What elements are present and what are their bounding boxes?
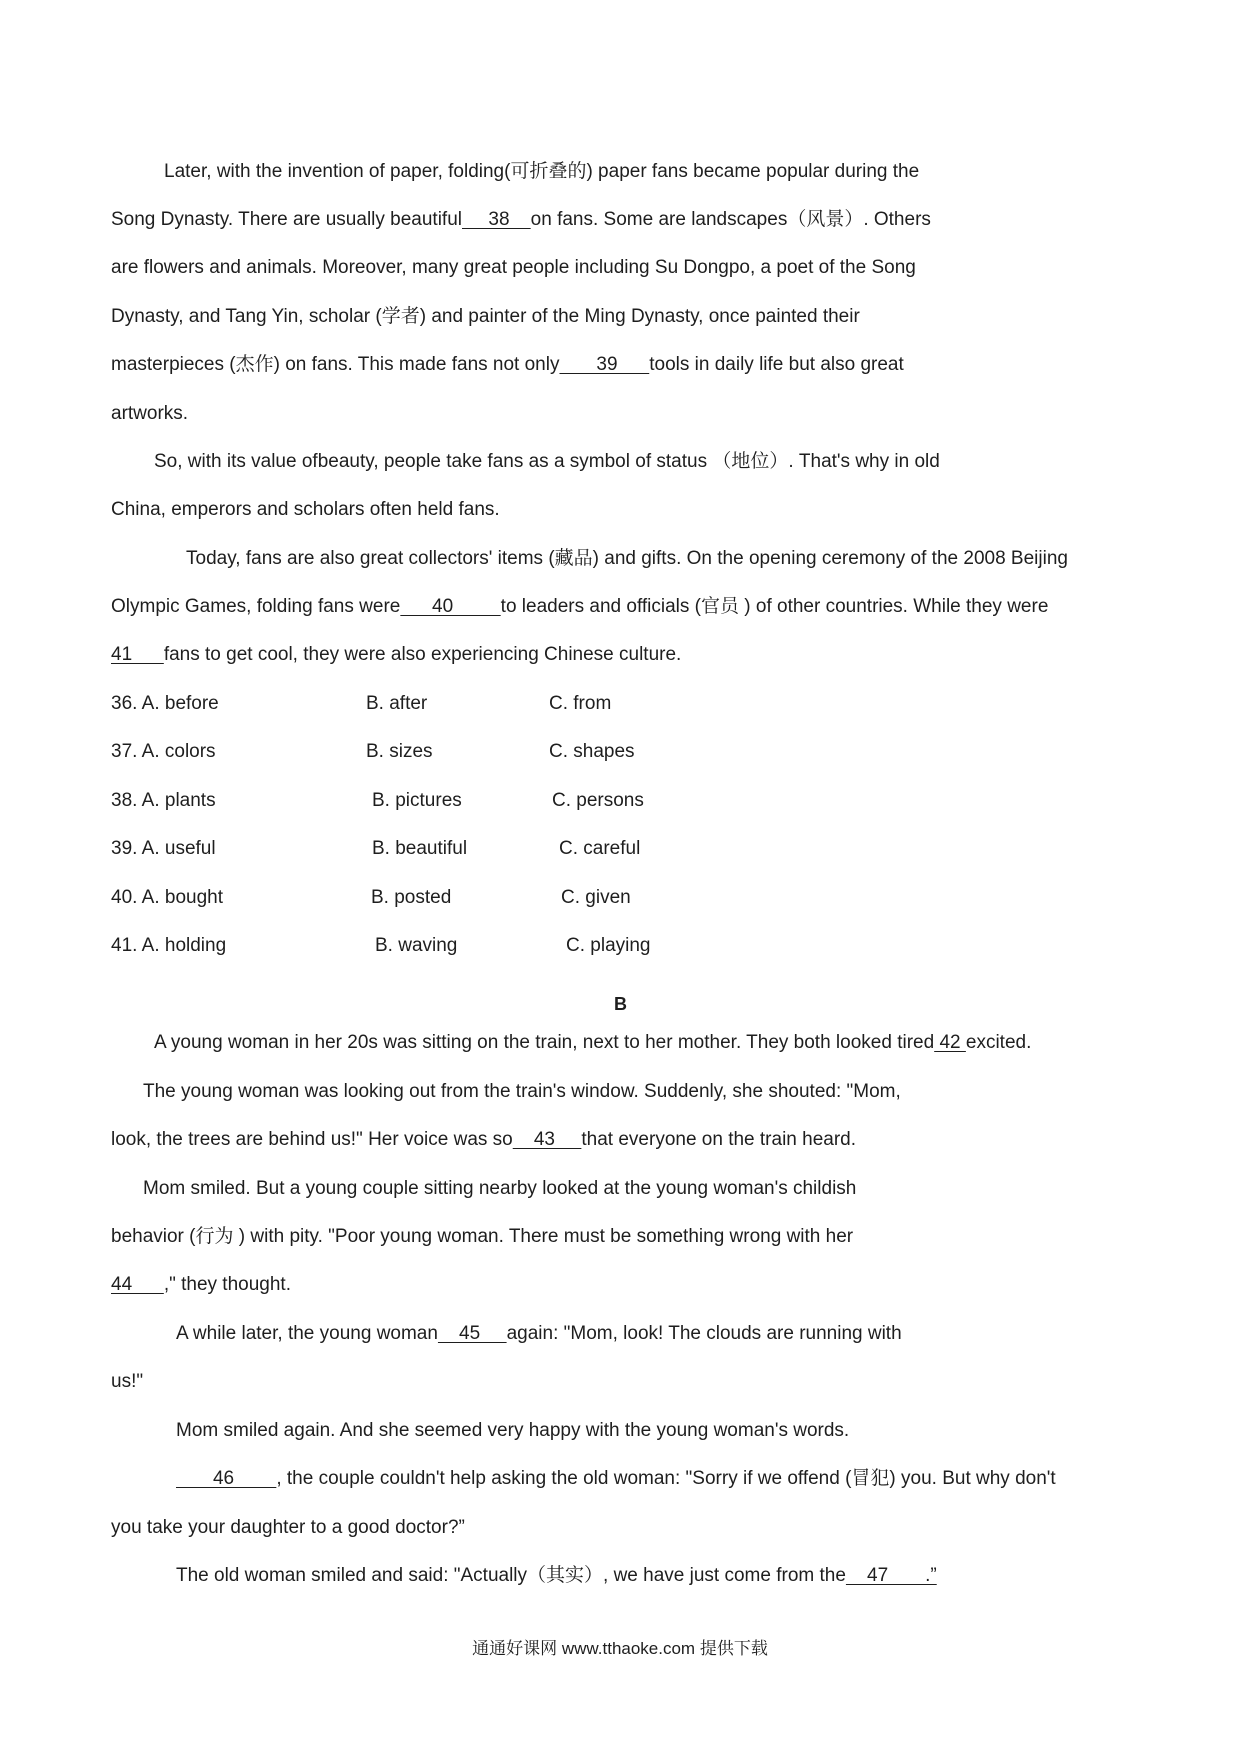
option-a: 37. A. colors (111, 741, 216, 762)
option-b: B. sizes (366, 741, 433, 762)
passage-b-line (176, 1322, 902, 1346)
text-segment: that everyone on the train heard. (581, 1129, 857, 1150)
passage-b-line: us!" (111, 1371, 144, 1392)
passage-b-line: you take your daughter to a good doctor?” (111, 1517, 465, 1538)
passage-b-line (111, 1273, 291, 1297)
text-segment: to leaders and officials (官员 ) of other countries. While they were (500, 596, 1049, 617)
option-a: 36. A. before (111, 693, 219, 714)
blank-44: 44 (111, 1274, 164, 1295)
passage-b-line: Mom smiled again. And she seemed very happy with the young woman's words. (176, 1420, 850, 1441)
passage-a-line: artworks. (111, 403, 189, 424)
option-a: 41. A. holding (111, 935, 227, 956)
option-c: C. persons (552, 790, 644, 811)
text-segment: look, the trees are behind us!" Her voice was so (111, 1129, 513, 1150)
passage-a-line: are flowers and animals. Moreover, many great people including Su Dongpo, a poet of the Song (111, 257, 916, 278)
option-b: B. after (366, 693, 428, 714)
blank-38: 38 (462, 209, 531, 230)
option-a: 38. A. plants (111, 790, 216, 811)
option-a: 40. A. bought (111, 887, 223, 908)
option-c: C. shapes (549, 741, 635, 762)
passage-b-line: Mom smiled. But a young couple sitting nearby looked at the young woman's childish (143, 1178, 857, 1199)
passage-b-line (176, 1467, 1056, 1491)
text-segment: A young woman in her 20s was sitting on the train, next to her mother. They both looked tired (154, 1032, 935, 1053)
passage-b-line (111, 1128, 856, 1152)
text-segment: again: "Mom, look! The clouds are running with (506, 1323, 902, 1344)
passage-a-line (111, 595, 1048, 619)
passage-a-line: Today, fans are also great collectors' items (藏品) and gifts. On the opening ceremony of the 2008 Beijing (186, 548, 1068, 569)
text-segment: Olympic Games, folding fans were (111, 596, 401, 617)
blank-41: 41 (111, 644, 164, 665)
option-c: C. playing (566, 935, 651, 956)
option-c: C. from (549, 693, 612, 714)
passage-a-line: Later, with the invention of paper, folding(可折叠的) paper fans became popular during the (164, 161, 920, 182)
passage-a-line (111, 643, 681, 667)
section-heading: B (614, 994, 627, 1014)
passage-b-line (154, 1031, 1031, 1055)
passage-a-line: So, with its value ofbeauty, people take fans as a symbol of status （地位）. That's why in old (154, 451, 940, 472)
text-segment: on fans. Some are landscapes（风景）. Others (530, 209, 931, 230)
blank-43: 43 (512, 1129, 582, 1150)
option-a: 39. A. useful (111, 838, 216, 859)
blank-39: 39 (559, 354, 650, 375)
passage-a-line: China, emperors and scholars often held fans. (111, 499, 500, 520)
page-footer: 通通好课网 www.tthaoke.com 提供下载 (472, 1639, 768, 1658)
blank-45: 45 (437, 1323, 507, 1344)
text-segment: excited. (965, 1032, 1032, 1053)
option-b: B. beautiful (372, 838, 468, 859)
text-segment: masterpieces (杰作) on fans. This made fans not only (111, 354, 560, 375)
passage-a-line (111, 353, 904, 377)
text-segment: tools in daily life but also great (649, 354, 904, 375)
passage-a-line: Dynasty, and Tang Yin, scholar (学者) and painter of the Ming Dynasty, once painted their (111, 306, 860, 327)
blank-40: 40 (400, 596, 501, 617)
text-segment: Song Dynasty. There are usually beautiful (111, 209, 462, 230)
blank-47: 47 .” (845, 1565, 937, 1586)
option-b: B. pictures (372, 790, 462, 811)
passage-b-line (176, 1564, 937, 1588)
option-c: C. given (561, 887, 631, 908)
text-segment: fans to get cool, they were also experiencing Chinese culture. (163, 644, 682, 665)
passage-a-line (111, 208, 931, 232)
option-c: C. careful (559, 838, 641, 859)
passage-b-line: behavior (行为 ) with pity. "Poor young woman. There must be something wrong with her (111, 1226, 854, 1247)
option-b: B. posted (371, 887, 452, 908)
text-segment: ," they thought. (163, 1274, 291, 1295)
option-b: B. waving (375, 935, 458, 956)
blank-42: 42 (934, 1032, 966, 1053)
text-segment: The old woman smiled and said: "Actually（其实）, we have just come from the (176, 1565, 846, 1586)
blank-46: 46 (176, 1468, 277, 1489)
text-segment: A while later, the young woman (176, 1323, 438, 1344)
text-segment: , the couple couldn't help asking the old woman: "Sorry if we offend (冒犯) you. But why don't (276, 1468, 1056, 1489)
passage-b-line: The young woman was looking out from the train's window. Suddenly, she shouted: "Mom, (143, 1081, 901, 1102)
